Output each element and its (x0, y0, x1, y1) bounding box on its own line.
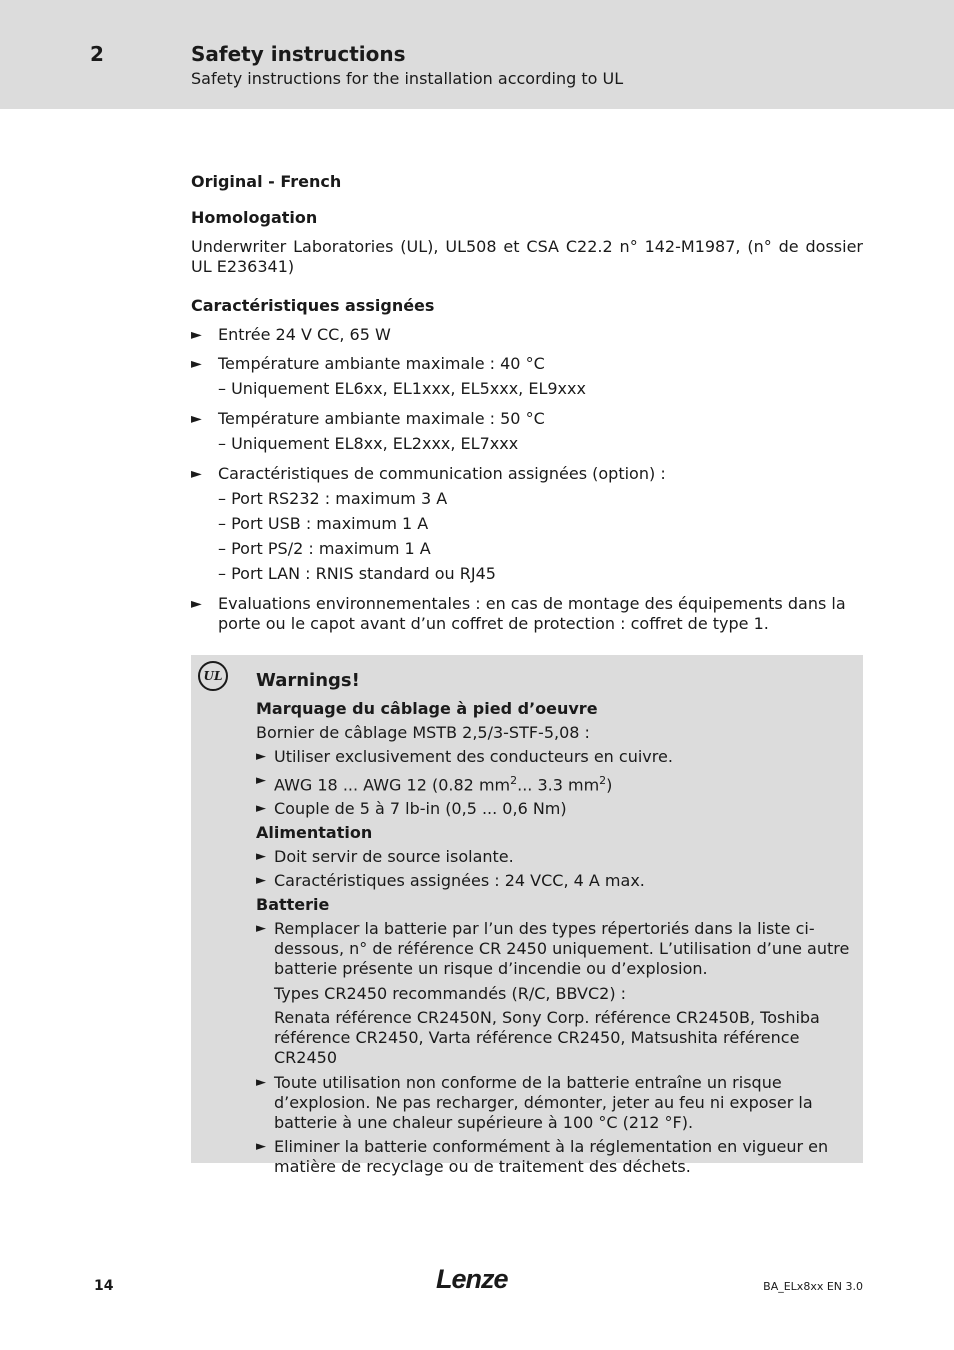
list-subitem: – Port PS/2 : maximum 1 A (218, 539, 431, 558)
chapter-number: 2 (90, 42, 104, 66)
ul-logo-icon: UL (198, 661, 228, 691)
wiring-heading: Marquage du câblage à pied d’oeuvre (256, 699, 598, 718)
list-item: ► Caractéristiques de communication assignées (option) : (191, 464, 666, 483)
list-item: ► Remplacer la batterie par l’un des types répertoriés dans la liste ci-dessous, n° de référence CR 2450 uniquement. L’utilisation d’une autre batterie présente un risque d’incendie ou d’explosion. (256, 919, 850, 979)
list-item: ► AWG 18 ... AWG 12 (0.82 $mm^2$... 3.3 $mm^2$) (256, 773, 613, 795)
bullet-triangle-icon: ► (191, 596, 202, 612)
homologation-heading: Homologation (191, 208, 318, 227)
bullet-triangle-icon: ► (191, 356, 202, 372)
list-item: ► Couple de 5 à 7 lb-in (0,5 ... 0,6 Nm) (256, 799, 567, 819)
list-subitem: – Port RS232 : maximum 3 A (218, 489, 448, 508)
list-subitem: – Uniquement EL8xx, EL2xxx, EL7xxx (218, 434, 519, 453)
list-item: ► Entrée 24 V CC, 65 W (191, 325, 391, 344)
list-subitem: – Port USB : maximum 1 A (218, 514, 429, 533)
list-item: ► Température ambiante maximale : 50 °C (191, 409, 545, 428)
chapter-subtitle: Safety instructions for the installation according to UL (191, 69, 624, 88)
bullet-triangle-icon: ► (256, 1075, 266, 1091)
document-reference: BA_ELx8xx EN 3.0 (763, 1280, 863, 1293)
bullet-triangle-icon: ► (191, 411, 202, 427)
ratings-heading: Caractéristiques assignées (191, 296, 435, 315)
bullet-triangle-icon: ► (256, 921, 266, 937)
page-number: 14 (94, 1278, 114, 1294)
page-header (0, 0, 954, 109)
list-item: ► Evaluations environnementales : en cas de montage des équipements dans la porte ou le capot avant d’un coffret de protection : coffret de type 1. (191, 594, 846, 633)
bullet-triangle-icon: ► (256, 801, 266, 817)
list-item: ► Caractéristiques assignées : 24 VCC, 4 A max. (256, 871, 645, 891)
bullet-triangle-icon: ► (256, 1139, 266, 1155)
bullet-triangle-icon: ► (191, 327, 202, 343)
list-item: ► Eliminer la batterie conformément à la réglementation en vigueur en matière de recyclage ou de traitement des déchets. (256, 1137, 829, 1177)
warning-content (256, 671, 856, 1177)
main-content (191, 172, 863, 634)
list-item: ► Toute utilisation non conforme de la batterie entraîne un risque d’explosion. Ne pas recharger, démonter, jeter au feu ni exposer la batterie à une chaleur supérieure à 100 °C (212 °F). (256, 1073, 813, 1133)
power-heading: Alimentation (256, 823, 373, 843)
bullet-triangle-icon: ► (256, 749, 266, 764)
battery-types: Renata référence CR2450N, Sony Corp. référence CR2450B, Toshiba référence CR2450, Varta référence CR2450, Matsushita référence CR2450 (274, 1008, 820, 1068)
original-heading: Original - French (191, 172, 342, 191)
battery-types-label: Types CR2450 recommandés (R/C, BBVC2) : (274, 984, 627, 1004)
battery-heading: Batterie (256, 895, 330, 915)
warning-title: Warnings! (256, 670, 360, 691)
bullet-triangle-icon: ► (191, 466, 202, 482)
wiring-intro: Bornier de câblage MSTB 2,5/3-STF-5,08 : (256, 723, 590, 742)
chapter-title: Safety instructions (191, 42, 406, 66)
homologation-text: Underwriter Laboratories (UL), UL508 et CSA C22.2 n° 142-M1987, (n° de dossier UL E236341) (191, 237, 863, 276)
list-subitem: – Port LAN : RNIS standard ou RJ45 (218, 564, 496, 583)
list-subitem: – Uniquement EL6xx, EL1xxx, EL5xxx, EL9xxx (218, 379, 586, 398)
list-item: ► Doit servir de source isolante. (256, 847, 514, 867)
bullet-triangle-icon: ► (256, 849, 266, 865)
bullet-triangle-icon: ► (256, 773, 266, 788)
bullet-triangle-icon: ► (256, 873, 266, 889)
warning-box (191, 655, 863, 1177)
list-item: ► Température ambiante maximale : 40 °C (191, 354, 545, 373)
list-item: ► Utiliser exclusivement des conducteurs en cuivre. (256, 747, 673, 766)
lenze-logo: Lenze (436, 1264, 508, 1294)
